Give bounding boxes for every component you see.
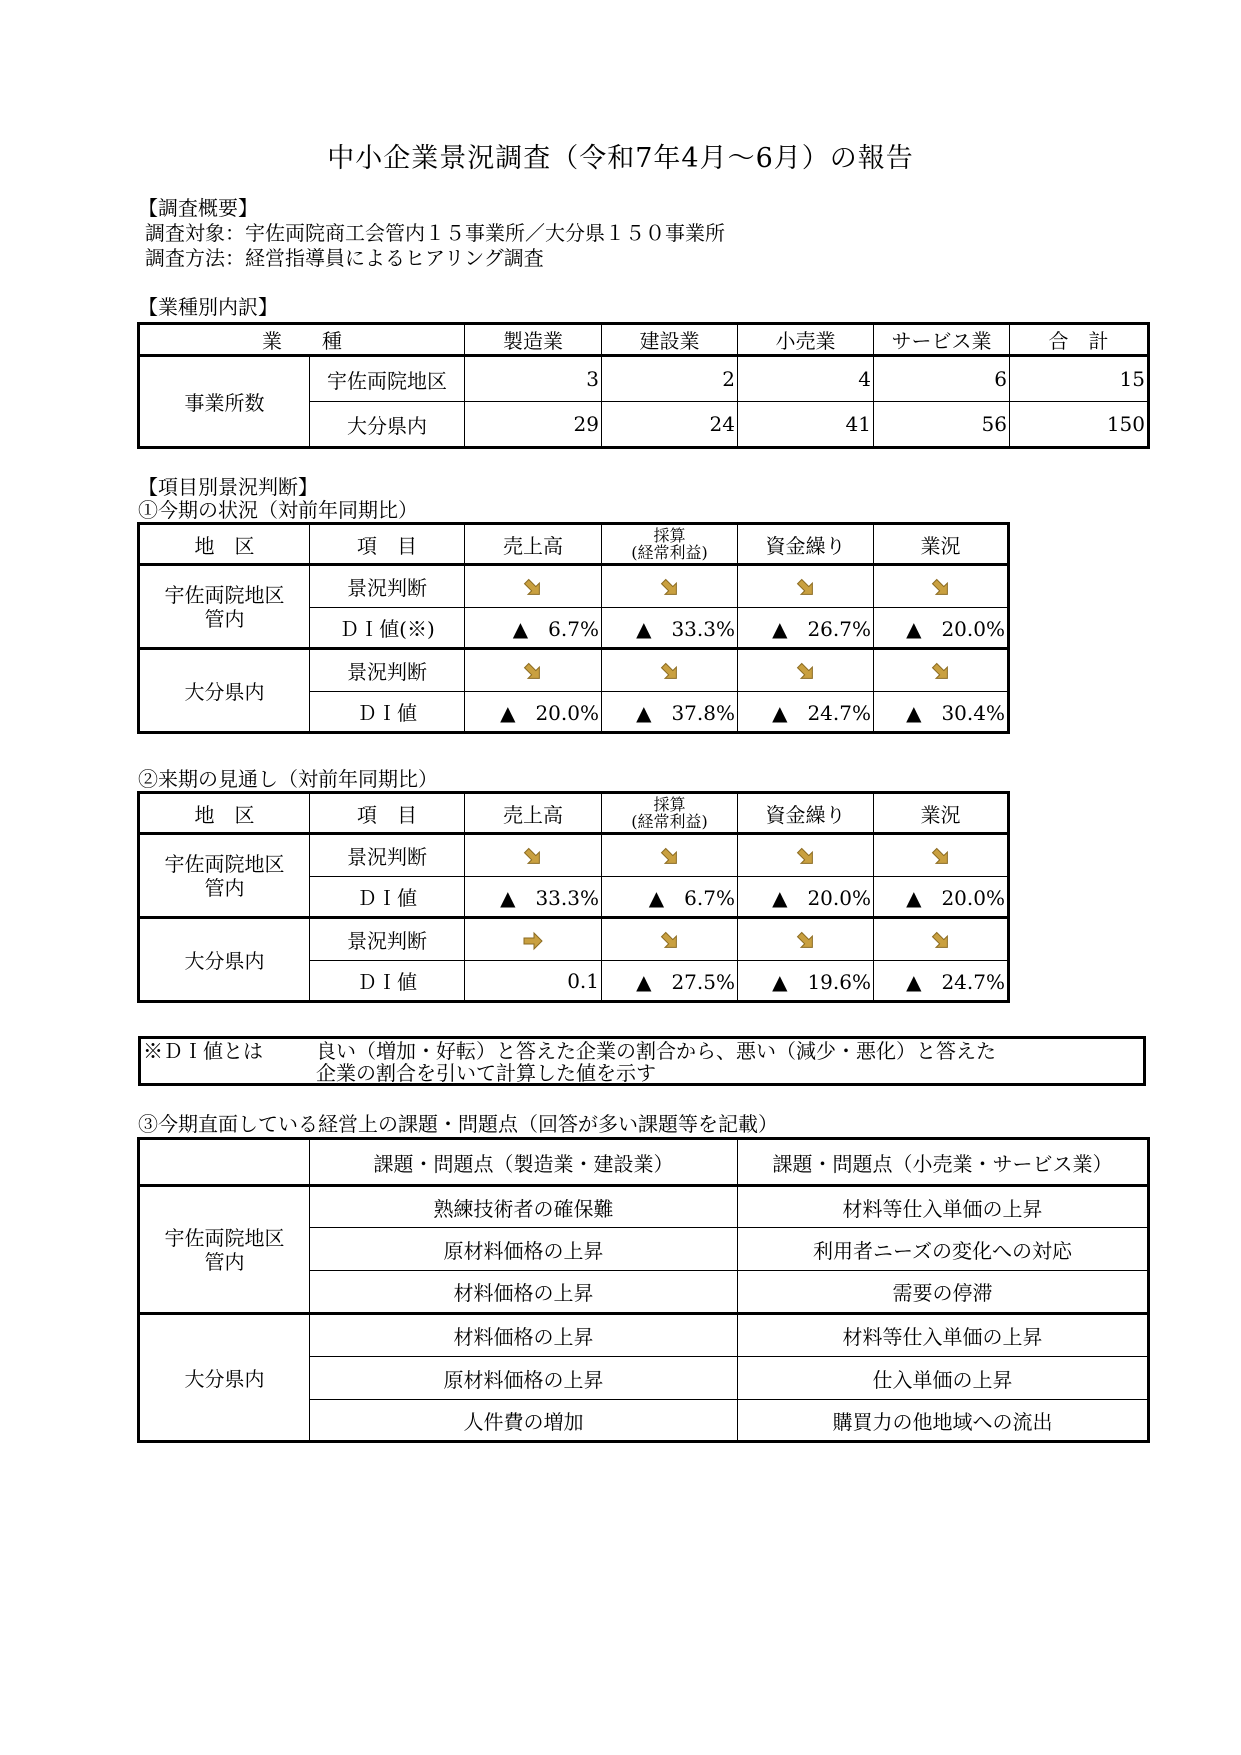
label-di: ＤＩ値(※) <box>310 608 465 649</box>
breakdown-header-service: サービス業 <box>874 324 1010 356</box>
di-cell: ▲ 20.0% <box>874 877 1009 918</box>
breakdown-cell: 3 <box>465 356 602 402</box>
issues-region-local-line2: 管内 <box>204 1249 245 1274</box>
header-sales: 売上高 <box>465 793 602 834</box>
region-local-line1: 宇佐両院地区 <box>164 851 285 876</box>
issue-cell: 人件費の増加 <box>310 1400 738 1442</box>
breakdown-heading: 【業種別内訳】 <box>138 295 278 319</box>
current-title: ①今期の状況（対前年同期比） <box>138 498 418 522</box>
issues-region-local-line1: 宇佐両院地区 <box>164 1225 285 1250</box>
trend-arrow-icon <box>659 661 681 683</box>
header-profit-bottom: (経常利益) <box>631 543 708 562</box>
label-judge: 景況判断 <box>310 918 465 961</box>
region-pref: 大分県内 <box>139 918 310 1002</box>
di-cell: ▲ 20.0% <box>465 692 602 733</box>
di-cell: 0.1 <box>465 961 602 1002</box>
table-row <box>139 1186 1149 1228</box>
di-note-label: ※ＤＩ値とは <box>143 1039 263 1063</box>
arrow-cell <box>874 649 1009 692</box>
breakdown-cell: 2 <box>602 356 738 402</box>
breakdown-header-industry: 業 種 <box>139 324 465 356</box>
trend-arrow-icon <box>930 930 952 952</box>
trend-arrow-icon <box>659 577 681 599</box>
overview-method: 調査方法：経営指導員によるヒアリング調査 <box>145 246 544 270</box>
header-sales: 売上高 <box>465 524 602 565</box>
arrow-cell <box>738 565 874 608</box>
issues-region-local <box>139 1186 310 1314</box>
di-cell: ▲ 24.7% <box>874 961 1009 1002</box>
issues-table <box>137 1137 1150 1443</box>
overview-target: 調査対象：宇佐両院商工会管内１５事業所／大分県１５０事業所 <box>145 221 725 245</box>
table-row <box>139 918 1009 961</box>
di-cell: ▲ 24.7% <box>738 692 874 733</box>
di-cell: ▲ 20.0% <box>738 877 874 918</box>
header-region: 地 区 <box>139 524 310 565</box>
breakdown-header-retail: 小売業 <box>738 324 874 356</box>
header-region: 地 区 <box>139 793 310 834</box>
region-local-line2: 管内 <box>204 875 245 900</box>
arrow-cell <box>602 918 738 961</box>
header-business: 業況 <box>874 793 1009 834</box>
issues-header-blank <box>139 1139 310 1186</box>
breakdown-header-manufacturing: 製造業 <box>465 324 602 356</box>
header-profit-top: 採算 <box>653 795 686 814</box>
issue-cell: 原材料価格の上昇 <box>310 1357 738 1400</box>
breakdown-header-total: 合 計 <box>1010 324 1149 356</box>
trend-arrow-icon <box>522 846 544 868</box>
breakdown-cell: 6 <box>874 356 1010 402</box>
arrow-cell <box>602 565 738 608</box>
issue-cell: 材料価格の上昇 <box>310 1314 738 1357</box>
trend-arrow-icon <box>930 661 952 683</box>
di-cell: ▲ 26.7% <box>738 608 874 649</box>
arrow-cell <box>874 834 1009 877</box>
breakdown-region: 宇佐両院地区 <box>310 356 465 402</box>
label-judge: 景況判断 <box>310 834 465 877</box>
di-cell: ▲ 33.3% <box>465 877 602 918</box>
region-local-line1: 宇佐両院地区 <box>164 582 285 607</box>
label-judge: 景況判断 <box>310 649 465 692</box>
next-table <box>137 791 1010 1003</box>
trend-arrow-icon <box>522 661 544 683</box>
label-di: ＤＩ値 <box>310 692 465 733</box>
issue-cell: 材料等仕入単価の上昇 <box>738 1314 1149 1357</box>
issues-header-a: 課題・問題点（製造業・建設業） <box>310 1139 738 1186</box>
header-profit <box>602 524 738 565</box>
issue-cell: 材料等仕入単価の上昇 <box>738 1186 1149 1228</box>
breakdown-cell: 56 <box>874 402 1010 448</box>
issue-cell: 購買力の他地域への流出 <box>738 1400 1149 1442</box>
table-row <box>139 1139 1149 1186</box>
di-cell: ▲ 33.3% <box>602 608 738 649</box>
di-note-line1: 良い（増加・好転）と答えた企業の割合から、悪い（減少・悪化）と答えた <box>316 1039 996 1063</box>
header-funding: 資金繰り <box>738 793 874 834</box>
di-cell: ▲ 27.5% <box>602 961 738 1002</box>
trend-arrow-icon <box>930 577 952 599</box>
arrow-cell <box>738 834 874 877</box>
arrow-cell <box>874 565 1009 608</box>
issue-cell: 需要の停滞 <box>738 1271 1149 1314</box>
issue-cell: 仕入単価の上昇 <box>738 1357 1149 1400</box>
label-di: ＤＩ値 <box>310 961 465 1002</box>
region-pref: 大分県内 <box>139 649 310 733</box>
trend-arrow-icon <box>795 577 817 599</box>
trend-arrow-icon <box>795 846 817 868</box>
table-row <box>139 834 1009 877</box>
arrow-cell <box>874 918 1009 961</box>
arrow-cell <box>738 649 874 692</box>
table-row <box>139 356 1149 402</box>
table-row <box>139 649 1009 692</box>
issues-region-pref: 大分県内 <box>139 1314 310 1442</box>
trend-arrow-icon <box>930 846 952 868</box>
breakdown-table <box>137 322 1150 449</box>
header-item: 項 目 <box>310 524 465 565</box>
table-row <box>139 793 1009 834</box>
breakdown-cell: 24 <box>602 402 738 448</box>
judgement-heading: 【項目別景況判断】 <box>138 475 318 499</box>
trend-arrow-icon <box>659 846 681 868</box>
issues-header-b: 課題・問題点（小売業・サービス業） <box>738 1139 1149 1186</box>
di-note-line2: 企業の割合を引いて計算した値を示す <box>316 1061 656 1085</box>
table-row <box>139 324 1149 356</box>
overview-heading: 【調査概要】 <box>138 196 258 220</box>
di-cell: ▲ 6.7% <box>465 608 602 649</box>
region-local <box>139 834 310 918</box>
breakdown-region: 大分県内 <box>310 402 465 448</box>
trend-arrow-icon <box>522 930 544 952</box>
label-di: ＤＩ値 <box>310 877 465 918</box>
current-table <box>137 522 1010 734</box>
arrow-cell <box>465 834 602 877</box>
table-row <box>139 524 1009 565</box>
breakdown-row-label: 事業所数 <box>139 356 310 448</box>
issue-cell: 原材料価格の上昇 <box>310 1228 738 1271</box>
table-row <box>139 1314 1149 1357</box>
breakdown-cell: 41 <box>738 402 874 448</box>
di-cell: ▲ 20.0% <box>874 608 1009 649</box>
arrow-cell <box>465 565 602 608</box>
trend-arrow-icon <box>522 577 544 599</box>
region-local-line2: 管内 <box>204 606 245 631</box>
di-cell: ▲ 37.8% <box>602 692 738 733</box>
next-title: ②来期の見通し（対前年同期比） <box>138 767 438 791</box>
breakdown-cell: 29 <box>465 402 602 448</box>
trend-arrow-icon <box>795 930 817 952</box>
header-profit <box>602 793 738 834</box>
trend-arrow-icon <box>795 661 817 683</box>
header-item: 項 目 <box>310 793 465 834</box>
table-row <box>139 565 1009 608</box>
breakdown-cell: 150 <box>1010 402 1149 448</box>
di-note-box <box>138 1036 1146 1086</box>
header-business: 業況 <box>874 524 1009 565</box>
trend-arrow-icon <box>659 930 681 952</box>
issue-cell: 熟練技術者の確保難 <box>310 1186 738 1228</box>
breakdown-cell: 15 <box>1010 356 1149 402</box>
arrow-cell <box>465 918 602 961</box>
page-title: 中小企業景況調査（令和7年4月～6月）の報告 <box>327 143 914 174</box>
arrow-cell <box>602 649 738 692</box>
region-local <box>139 565 310 649</box>
arrow-cell <box>602 834 738 877</box>
header-funding: 資金繰り <box>738 524 874 565</box>
issues-title: ③今期直面している経営上の課題・問題点（回答が多い課題等を記載） <box>138 1112 778 1136</box>
label-judge: 景況判断 <box>310 565 465 608</box>
di-cell: ▲ 19.6% <box>738 961 874 1002</box>
di-cell: ▲ 6.7% <box>602 877 738 918</box>
issue-cell: 利用者ニーズの変化への対応 <box>738 1228 1149 1271</box>
breakdown-cell: 4 <box>738 356 874 402</box>
arrow-cell <box>738 918 874 961</box>
issue-cell: 材料価格の上昇 <box>310 1271 738 1314</box>
breakdown-header-construction: 建設業 <box>602 324 738 356</box>
header-profit-bottom: (経常利益) <box>631 812 708 831</box>
arrow-cell <box>465 649 602 692</box>
di-cell: ▲ 30.4% <box>874 692 1009 733</box>
header-profit-top: 採算 <box>653 526 686 545</box>
